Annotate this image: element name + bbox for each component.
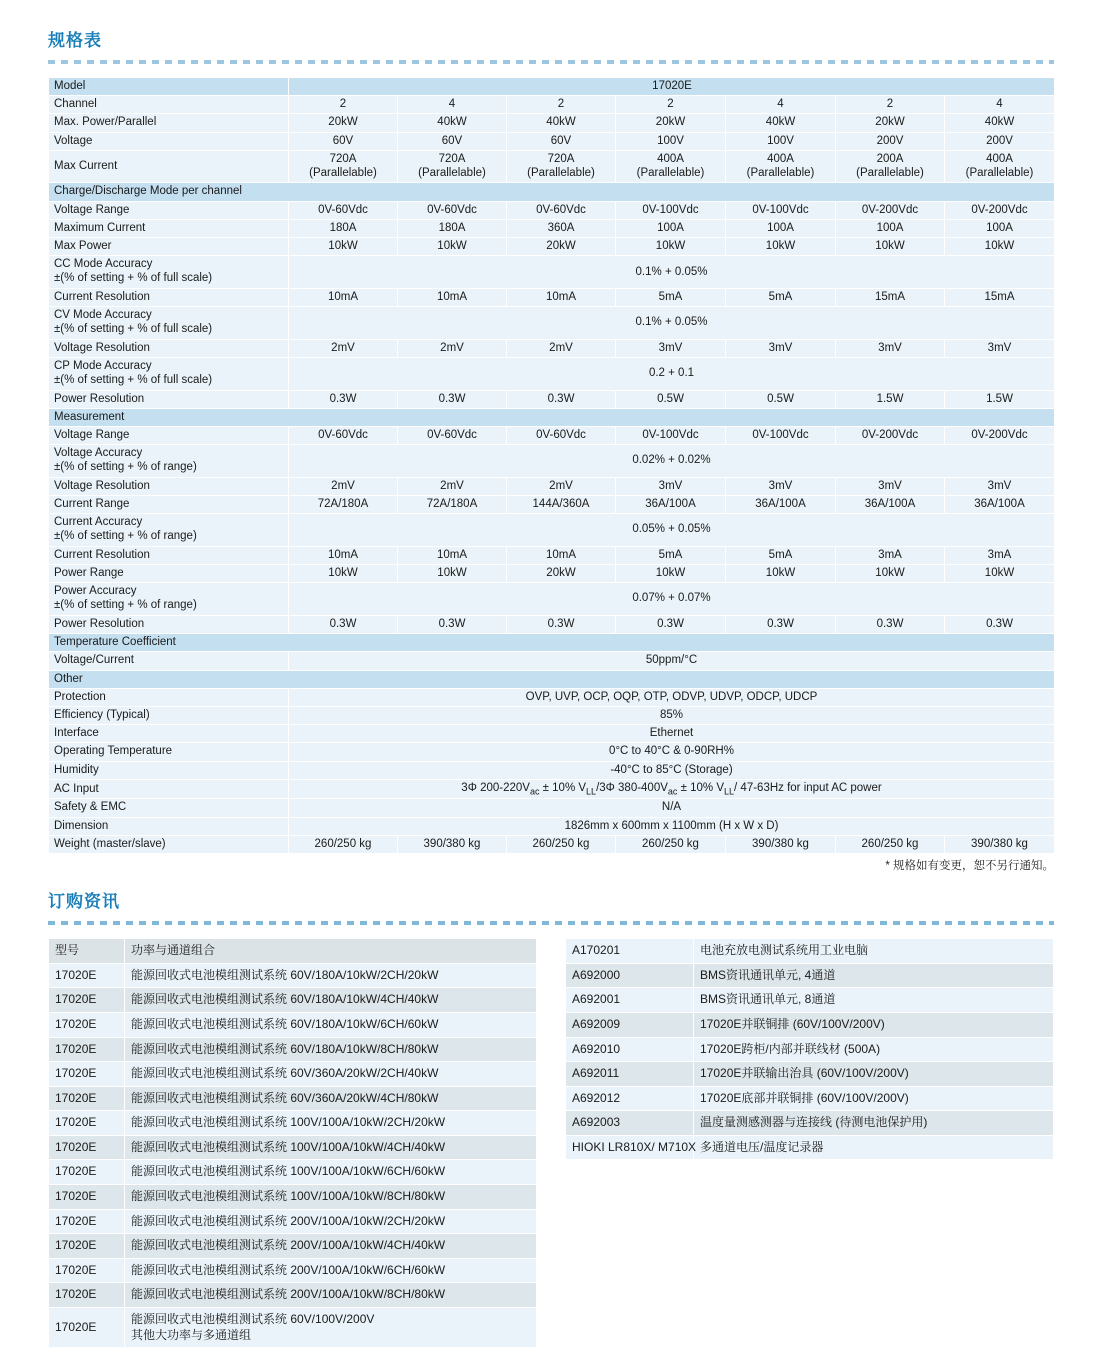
- spec-row-label: Operating Temperature: [49, 743, 289, 761]
- spec-value-cell: 0V-100Vdc: [726, 427, 836, 445]
- ordering-row: [49, 1308, 537, 1348]
- spec-band-label: Model: [49, 78, 289, 96]
- spec-span-value: 0.05% + 0.05%: [289, 514, 1055, 547]
- spec-value-cell: 5mA: [616, 546, 726, 564]
- spec-row: [49, 743, 1055, 761]
- spec-value-cell: 0V-200Vdc: [836, 427, 945, 445]
- spec-row: [49, 445, 1055, 478]
- spec-row-label: Voltage Accuracy ±(% of setting + % of range): [49, 445, 289, 478]
- spec-value-cell: 10kW: [289, 565, 398, 583]
- spec-value-cell: 260/250 kg: [289, 835, 398, 853]
- ordering-description: 能源回收式电池模组测试系统 60V/180A/10kW/2CH/20kW: [125, 963, 537, 988]
- spec-value-cell: 72A/180A: [289, 496, 398, 514]
- ordering-code: 17020E: [49, 1308, 125, 1348]
- ordering-code: 17020E: [49, 1283, 125, 1308]
- ordering-divider: [48, 916, 1054, 930]
- spec-row-label: Voltage Resolution: [49, 477, 289, 495]
- spec-value-cell: 0.3W: [398, 615, 507, 633]
- spec-row-label: Max. Power/Parallel: [49, 114, 289, 132]
- spec-value-cell: 36A/100A: [726, 496, 836, 514]
- ordering-description: 17020E底部并联铜排 (60V/100V/200V): [694, 1086, 1054, 1111]
- ordering-description: 能源回收式电池模组测试系统 100V/100A/10kW/8CH/80kW: [125, 1185, 537, 1210]
- ordering-tables: [48, 938, 1054, 1348]
- spec-row: [49, 132, 1055, 150]
- spec-value-cell: 5mA: [726, 546, 836, 564]
- spec-value-cell: 100A: [945, 219, 1055, 237]
- spec-value-cell: 360A: [507, 219, 616, 237]
- ordering-description: 能源回收式电池模组测试系统 60V/360A/20kW/2CH/40kW: [125, 1062, 537, 1087]
- spec-value-cell: 0V-60Vdc: [398, 427, 507, 445]
- spec-value-cell: 40kW: [507, 114, 616, 132]
- spec-band-label: Temperature Coefficient: [49, 634, 1055, 652]
- spec-row-label: Weight (master/slave): [49, 835, 289, 853]
- spec-row-label: Power Resolution: [49, 390, 289, 408]
- spec-row: [49, 183, 1055, 201]
- spec-row-label: Protection: [49, 688, 289, 706]
- spec-value-cell: 10mA: [398, 288, 507, 306]
- spec-value-cell: 720A (Parallelable): [398, 150, 507, 183]
- ordering-code: 17020E: [49, 988, 125, 1013]
- spec-value-cell: 100V: [726, 132, 836, 150]
- spec-value-cell: 3mA: [945, 546, 1055, 564]
- spec-value-cell: 5mA: [726, 288, 836, 306]
- spec-band-label: Charge/Discharge Mode per channel: [49, 183, 1055, 201]
- ordering-description: 能源回收式电池模组测试系统 60V/360A/20kW/4CH/80kW: [125, 1086, 537, 1111]
- spec-row: [49, 78, 1055, 96]
- spec-value-cell: 0.3W: [507, 390, 616, 408]
- spec-value-cell: 5mA: [616, 288, 726, 306]
- ordering-code: 17020E: [49, 1258, 125, 1283]
- spec-span-value: OVP, UVP, OCP, OQP, OTP, ODVP, UDVP, ODCP, UDCP: [289, 688, 1055, 706]
- spec-row: [49, 150, 1055, 183]
- spec-row-label: CC Mode Accuracy ±(% of setting + % of full scale): [49, 256, 289, 289]
- spec-value-cell: 10mA: [289, 546, 398, 564]
- spec-value-cell: 0V-60Vdc: [289, 427, 398, 445]
- spec-row-label: Voltage: [49, 132, 289, 150]
- ordering-code: 17020E: [49, 1111, 125, 1136]
- spec-value-cell: 10kW: [726, 238, 836, 256]
- spec-row-label: Current Resolution: [49, 546, 289, 564]
- ordering-row: [566, 963, 1054, 988]
- spec-row-label: Max Current: [49, 150, 289, 183]
- spec-row-label: Power Accuracy ±(% of setting + % of range): [49, 583, 289, 616]
- spec-span-value: 0.2 + 0.1: [289, 357, 1055, 390]
- spec-value-cell: 4: [398, 96, 507, 114]
- ordering-code: 17020E: [49, 963, 125, 988]
- spec-value-cell: 180A: [289, 219, 398, 237]
- spec-row: [49, 408, 1055, 426]
- spec-row: [49, 546, 1055, 564]
- spec-span-value: 0.07% + 0.07%: [289, 583, 1055, 616]
- ordering-row: [566, 1086, 1054, 1111]
- spec-value-cell: 2: [836, 96, 945, 114]
- spec-value-cell: 3mV: [726, 477, 836, 495]
- spec-row-label: Humidity: [49, 761, 289, 779]
- spec-row-label: Interface: [49, 725, 289, 743]
- spec-value-cell: 3mV: [945, 477, 1055, 495]
- spec-value-cell: 0.3W: [398, 390, 507, 408]
- spec-row: [49, 652, 1055, 670]
- ordering-row: [566, 1012, 1054, 1037]
- ordering-row: [566, 1111, 1054, 1136]
- ordering-table-models: [48, 938, 537, 1348]
- spec-value-cell: 10kW: [945, 565, 1055, 583]
- ordering-header-row: [49, 939, 537, 964]
- ordering-description: 能源回收式电池模组测试系统 200V/100A/10kW/6CH/60kW: [125, 1258, 537, 1283]
- spec-value-cell: 0V-200Vdc: [836, 201, 945, 219]
- spec-row: [49, 496, 1055, 514]
- ordering-row: [566, 939, 1054, 964]
- spec-row-label: CV Mode Accuracy ±(% of setting + % of full scale): [49, 307, 289, 340]
- spec-row: [49, 725, 1055, 743]
- spec-value-cell: 2mV: [398, 339, 507, 357]
- spec-value-cell: 15mA: [836, 288, 945, 306]
- spec-value-cell: 0V-100Vdc: [616, 201, 726, 219]
- ordering-code: 17020E: [49, 1135, 125, 1160]
- ordering-description: 17020E并联铜排 (60V/100V/200V): [694, 1012, 1054, 1037]
- spec-value-cell: 0V-200Vdc: [945, 427, 1055, 445]
- spec-row-label: Current Resolution: [49, 288, 289, 306]
- spec-value-cell: 720A (Parallelable): [507, 150, 616, 183]
- spec-value-cell: 72A/180A: [398, 496, 507, 514]
- ordering-description: 能源回收式电池模组测试系统 200V/100A/10kW/4CH/40kW: [125, 1234, 537, 1259]
- spec-value-cell: 400A (Parallelable): [616, 150, 726, 183]
- spec-value-cell: 390/380 kg: [726, 835, 836, 853]
- spec-row: [49, 688, 1055, 706]
- ordering-row: [566, 1037, 1054, 1062]
- spec-value-cell: 0.5W: [726, 390, 836, 408]
- spec-value-cell: 390/380 kg: [398, 835, 507, 853]
- ordering-description: BMS资讯通讯单元, 4通道: [694, 963, 1054, 988]
- spec-span-value: 0°C to 40°C & 0-90RH%: [289, 743, 1055, 761]
- spec-row-label: Maximum Current: [49, 219, 289, 237]
- spec-value-cell: 0.5W: [616, 390, 726, 408]
- spec-row-label: Current Range: [49, 496, 289, 514]
- ordering-code: A692012: [566, 1086, 694, 1111]
- spec-value-cell: 40kW: [726, 114, 836, 132]
- ordering-row: [49, 1209, 537, 1234]
- spec-footnote: * 规格如有变更，恕不另行通知。: [885, 860, 1054, 873]
- ordering-description: 电池充放电测试系统用工业电脑: [694, 939, 1054, 964]
- ordering-row: [49, 988, 537, 1013]
- ordering-description: 能源回收式电池模组测试系统 60V/180A/10kW/6CH/60kW: [125, 1012, 537, 1037]
- ordering-description: 17020E并联输出治具 (60V/100V/200V): [694, 1062, 1054, 1087]
- spec-row: [49, 477, 1055, 495]
- ordering-code: A692009: [566, 1012, 694, 1037]
- spec-value-cell: 0V-200Vdc: [945, 201, 1055, 219]
- spec-value-cell: 20kW: [507, 565, 616, 583]
- spec-value-cell: 0.3W: [507, 615, 616, 633]
- ordering-code: A692000: [566, 963, 694, 988]
- spec-row: [49, 288, 1055, 306]
- ordering-code: 17020E: [49, 1209, 125, 1234]
- ordering-description: 多通道电压/温度记录器: [694, 1135, 1054, 1160]
- spec-span-value: 50ppm/°C: [289, 652, 1055, 670]
- spec-row: [49, 339, 1055, 357]
- spec-row: [49, 835, 1055, 853]
- spec-value-cell: 180A: [398, 219, 507, 237]
- spec-row: [49, 670, 1055, 688]
- ordering-row: [566, 988, 1054, 1013]
- spec-value-cell: 0V-100Vdc: [726, 201, 836, 219]
- spec-value-cell: 2mV: [398, 477, 507, 495]
- spec-band-label: Other: [49, 670, 1055, 688]
- spec-value-cell: 10kW: [616, 565, 726, 583]
- ordering-code: A692003: [566, 1111, 694, 1136]
- spec-value-cell: 20kW: [836, 114, 945, 132]
- specification-table: [48, 77, 1055, 854]
- ordering-description: 温度量测感测器与连接线 (待测电池保护用): [694, 1111, 1054, 1136]
- spec-row-label: Voltage Range: [49, 427, 289, 445]
- ordering-code: A692011: [566, 1062, 694, 1087]
- spec-value-cell: 10mA: [398, 546, 507, 564]
- spec-span-value: 85%: [289, 706, 1055, 724]
- ordering-row: [49, 963, 537, 988]
- spec-value-cell: 20kW: [616, 114, 726, 132]
- ordering-row: [49, 1283, 537, 1308]
- spec-row-label: Power Range: [49, 565, 289, 583]
- spec-span-value: 0.02% + 0.02%: [289, 445, 1055, 478]
- spec-band-label: Measurement: [49, 408, 1055, 426]
- spec-span-value: 0.1% + 0.05%: [289, 307, 1055, 340]
- spec-span-value: N/A: [289, 799, 1055, 817]
- spec-value-cell: 20kW: [289, 114, 398, 132]
- spec-value-cell: 60V: [507, 132, 616, 150]
- spec-value-cell: 20kW: [507, 238, 616, 256]
- spec-value-cell: 36A/100A: [945, 496, 1055, 514]
- spec-row: [49, 357, 1055, 390]
- spec-row: [49, 634, 1055, 652]
- spec-value-cell: 3mA: [836, 546, 945, 564]
- ordering-code: A692010: [566, 1037, 694, 1062]
- spec-value-cell: 3mV: [836, 339, 945, 357]
- ordering-description: 能源回收式电池模组测试系统 60V/180A/10kW/4CH/40kW: [125, 988, 537, 1013]
- spec-value-cell: 0V-100Vdc: [616, 427, 726, 445]
- spec-value-cell: 2mV: [507, 339, 616, 357]
- spec-value-cell: 0.3W: [289, 390, 398, 408]
- ordering-description: 能源回收式电池模组测试系统 60V/100V/200V 其他大功率与多通道组: [125, 1308, 537, 1348]
- spec-value-cell: 3mV: [616, 339, 726, 357]
- spec-value-cell: 2mV: [507, 477, 616, 495]
- ordering-code: 17020E: [49, 1185, 125, 1210]
- spec-span-value: 3Φ $200-220V_{ac} \pm 10\%$ $V_{LL}/3\Phi$ $380-400V_{ac} \pm 10\%$ $V_{LL}/$ 47-63Hz for input AC power: [289, 779, 1055, 799]
- spec-value-cell: 10kW: [289, 238, 398, 256]
- spec-value-cell: 40kW: [398, 114, 507, 132]
- spec-value-cell: 10kW: [726, 565, 836, 583]
- spec-value-cell: 3mV: [945, 339, 1055, 357]
- spec-value-cell: 390/380 kg: [945, 835, 1055, 853]
- spec-span-value: 0.1% + 0.05%: [289, 256, 1055, 289]
- spec-value-cell: 200A (Parallelable): [836, 150, 945, 183]
- spec-value-cell: 10kW: [616, 238, 726, 256]
- spec-value-cell: 10kW: [398, 238, 507, 256]
- spec-row-label: CP Mode Accuracy ±(% of setting + % of full scale): [49, 357, 289, 390]
- spec-value-cell: 4: [726, 96, 836, 114]
- spec-value-cell: 260/250 kg: [836, 835, 945, 853]
- spec-row-label: Dimension: [49, 817, 289, 835]
- spec-value-cell: 2mV: [289, 339, 398, 357]
- spec-row: [49, 96, 1055, 114]
- spec-value-cell: 10mA: [507, 546, 616, 564]
- spec-value-cell: 260/250 kg: [507, 835, 616, 853]
- ordering-code: 17020E: [49, 1086, 125, 1111]
- spec-row-label: Max Power: [49, 238, 289, 256]
- spec-span-value: -40°C to 85°C (Storage): [289, 761, 1055, 779]
- spec-row: [49, 615, 1055, 633]
- spec-row: [49, 256, 1055, 289]
- ordering-row: [49, 1086, 537, 1111]
- ordering-section-title: 订购资讯: [48, 892, 120, 912]
- ordering-row: [49, 1062, 537, 1087]
- spec-value-cell: 400A (Parallelable): [726, 150, 836, 183]
- ordering-description: 能源回收式电池模组测试系统 200V/100A/10kW/2CH/20kW: [125, 1209, 537, 1234]
- spec-value-cell: 10kW: [945, 238, 1055, 256]
- ordering-table-accessories: [565, 938, 1054, 1160]
- ordering-code: 17020E: [49, 1062, 125, 1087]
- spec-row: [49, 114, 1055, 132]
- spec-row-label: Current Accuracy ±(% of setting + % of range): [49, 514, 289, 547]
- spec-value-cell: 3mV: [726, 339, 836, 357]
- spec-row-label: Channel: [49, 96, 289, 114]
- spec-value-cell: 3mV: [836, 477, 945, 495]
- ordering-code: 型号: [49, 939, 125, 964]
- ordering-code: HIOKI LR810X/ M710X: [566, 1135, 694, 1160]
- ordering-description: 17020E跨柜/内部并联线材 (500A): [694, 1037, 1054, 1062]
- spec-row-label: Voltage/Current: [49, 652, 289, 670]
- spec-value-cell: 0.3W: [726, 615, 836, 633]
- ordering-description: 能源回收式电池模组测试系统 100V/100A/10kW/4CH/40kW: [125, 1135, 537, 1160]
- spec-value-cell: 36A/100A: [836, 496, 945, 514]
- spec-value-cell: 2mV: [289, 477, 398, 495]
- spec-row: [49, 514, 1055, 547]
- spec-value-cell: 1.5W: [836, 390, 945, 408]
- ordering-row: [49, 1111, 537, 1136]
- ordering-description: 能源回收式电池模组测试系统 60V/180A/10kW/8CH/80kW: [125, 1037, 537, 1062]
- spec-value-cell: 60V: [398, 132, 507, 150]
- spec-section-title: 规格表: [48, 31, 102, 50]
- spec-value-cell: 100V: [616, 132, 726, 150]
- ordering-code: 17020E: [49, 1160, 125, 1185]
- ordering-row: [49, 1185, 537, 1210]
- spec-value-cell: 200V: [836, 132, 945, 150]
- ordering-row: [49, 1160, 537, 1185]
- spec-value-cell: 400A (Parallelable): [945, 150, 1055, 183]
- spec-row-label: Voltage Range: [49, 201, 289, 219]
- spec-value-cell: 2: [507, 96, 616, 114]
- spec-value-cell: 4: [945, 96, 1055, 114]
- ordering-row: [49, 1012, 537, 1037]
- spec-value-cell: 100A: [836, 219, 945, 237]
- spec-value-cell: 2: [616, 96, 726, 114]
- ordering-description: BMS资讯通讯单元, 8通道: [694, 988, 1054, 1013]
- spec-row-label: Voltage Resolution: [49, 339, 289, 357]
- spec-value-cell: 0V-60Vdc: [398, 201, 507, 219]
- spec-value-cell: 100A: [616, 219, 726, 237]
- ordering-description: 能源回收式电池模组测试系统 100V/100A/10kW/2CH/20kW: [125, 1111, 537, 1136]
- ordering-description: 功率与通道组合: [125, 939, 537, 964]
- spec-value-cell: 10kW: [836, 238, 945, 256]
- ordering-code: 17020E: [49, 1012, 125, 1037]
- spec-value-cell: 100A: [726, 219, 836, 237]
- spec-value-cell: 0V-60Vdc: [289, 201, 398, 219]
- ordering-row: [49, 1037, 537, 1062]
- ordering-code: A170201: [566, 939, 694, 964]
- ordering-row: [566, 1062, 1054, 1087]
- spec-value-cell: 200V: [945, 132, 1055, 150]
- ordering-description: 能源回收式电池模组测试系统 100V/100A/10kW/6CH/60kW: [125, 1160, 537, 1185]
- spec-value-cell: 3mV: [616, 477, 726, 495]
- spec-row: [49, 238, 1055, 256]
- spec-row: [49, 307, 1055, 340]
- spec-row: [49, 201, 1055, 219]
- spec-value-cell: 36A/100A: [616, 496, 726, 514]
- spec-value-cell: 60V: [289, 132, 398, 150]
- spec-row: [49, 583, 1055, 616]
- spec-value-cell: 40kW: [945, 114, 1055, 132]
- spec-row-label: Power Resolution: [49, 615, 289, 633]
- spec-value-cell: 720A (Parallelable): [289, 150, 398, 183]
- spec-divider: [48, 55, 1054, 69]
- spec-row: [49, 799, 1055, 817]
- spec-value-cell: 1.5W: [945, 390, 1055, 408]
- ordering-code: 17020E: [49, 1037, 125, 1062]
- spec-value-cell: 15mA: [945, 288, 1055, 306]
- spec-row-label: Safety & EMC: [49, 799, 289, 817]
- ordering-code: A692001: [566, 988, 694, 1013]
- spec-row: [49, 390, 1055, 408]
- spec-band-value: 17020E: [289, 78, 1055, 96]
- ordering-description: 能源回收式电池模组测试系统 200V/100A/10kW/8CH/80kW: [125, 1283, 537, 1308]
- spec-value-cell: 10mA: [289, 288, 398, 306]
- spec-value-cell: 0.3W: [945, 615, 1055, 633]
- spec-value-cell: 10kW: [836, 565, 945, 583]
- spec-row-label: Efficiency (Typical): [49, 706, 289, 724]
- spec-value-cell: 0V-60Vdc: [507, 427, 616, 445]
- spec-value-cell: 0.3W: [836, 615, 945, 633]
- spec-row: [49, 219, 1055, 237]
- ordering-row: [49, 1234, 537, 1259]
- ordering-code: 17020E: [49, 1234, 125, 1259]
- spec-value-cell: 2: [289, 96, 398, 114]
- spec-row: [49, 779, 1055, 799]
- spec-row: [49, 706, 1055, 724]
- spec-row: [49, 427, 1055, 445]
- ordering-row: [49, 1135, 537, 1160]
- spec-row-label: AC Input: [49, 779, 289, 799]
- spec-row: [49, 817, 1055, 835]
- ordering-row: [566, 1135, 1054, 1160]
- spec-span-value: Ethernet: [289, 725, 1055, 743]
- ordering-row: [49, 1258, 537, 1283]
- spec-value-cell: 0.3W: [616, 615, 726, 633]
- spec-span-value: 1826mm x 600mm x 1100mm (H x W x D): [289, 817, 1055, 835]
- spec-value-cell: 144A/360A: [507, 496, 616, 514]
- spec-row: [49, 761, 1055, 779]
- spec-row: [49, 565, 1055, 583]
- spec-value-cell: 260/250 kg: [616, 835, 726, 853]
- spec-value-cell: 0V-60Vdc: [507, 201, 616, 219]
- spec-value-cell: 10kW: [398, 565, 507, 583]
- spec-value-cell: 0.3W: [289, 615, 398, 633]
- spec-value-cell: 10mA: [507, 288, 616, 306]
